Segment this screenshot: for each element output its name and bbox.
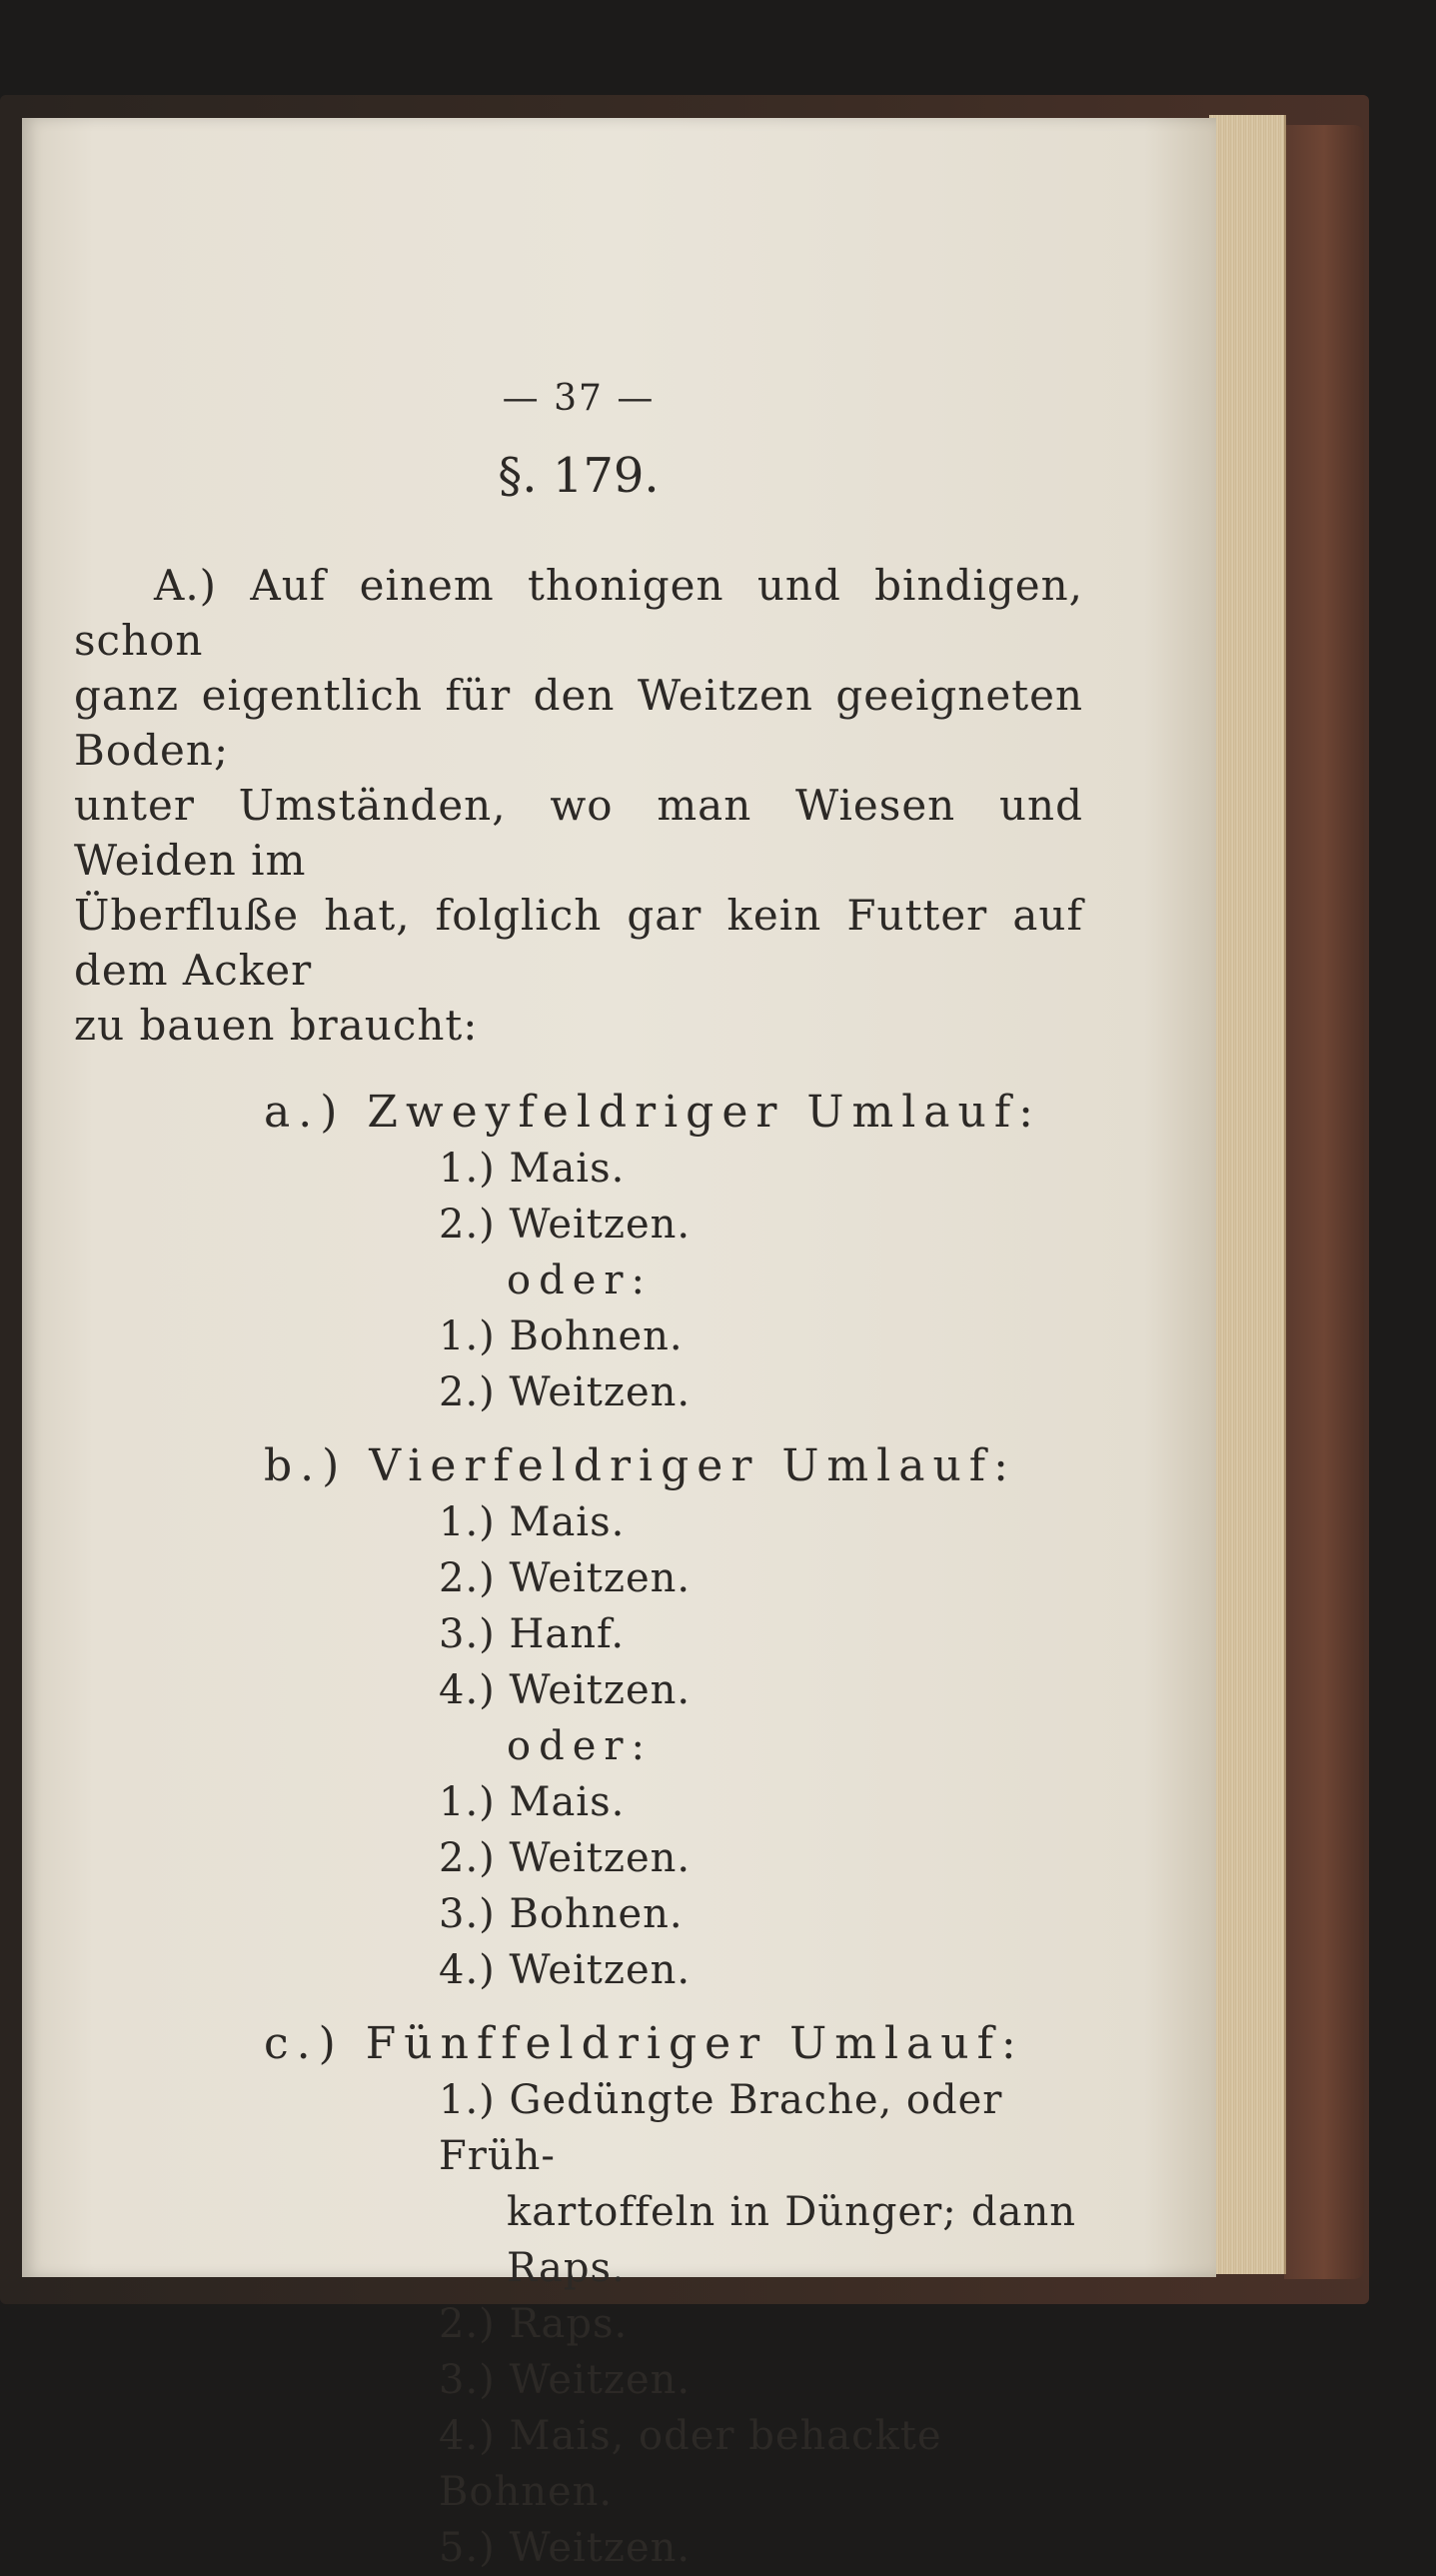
list-item: 1.) Gedüngte Brache, oder Früh- xyxy=(439,2077,1003,2179)
intro-line: zu bauen braucht: xyxy=(74,1001,479,1050)
intro-line: A.) Auf einem thonigen und bindigen, schon xyxy=(74,561,1083,665)
list-item: 3.) Weitzen. xyxy=(439,2357,692,2403)
list-item: 1.) Bohnen. xyxy=(439,1313,684,1359)
book-cover-edge xyxy=(1284,125,1364,2279)
list-item: 5.) Weitzen. xyxy=(439,2525,692,2571)
list-item: 4.) Mais, oder behackte Bohnen. xyxy=(439,2413,942,2515)
list-item: 2.) Weitzen. xyxy=(439,1202,692,1248)
list-item: 2.) Weitzen. xyxy=(439,1555,692,1601)
justified-line xyxy=(507,2184,1076,2240)
list-item: 3.) Hanf. xyxy=(439,1611,626,1657)
page-number: — 37 — xyxy=(502,378,656,419)
word: kartoffeln xyxy=(507,2189,717,2235)
list-item: 2.) Weitzen. xyxy=(439,1835,692,1881)
list-item: 1.) Mais. xyxy=(439,1499,626,1545)
word: Dünger; xyxy=(784,2189,957,2235)
intro-line: Überfluße hat, folglich gar kein Futter auf dem Acker xyxy=(74,891,1083,995)
oder-label: oder: xyxy=(507,1258,653,1303)
list-item: 4.) Weitzen. xyxy=(439,1667,692,1713)
list-item: 4.) Weitzen. xyxy=(439,1947,692,1993)
intro-line: ganz eigentlich für den Weitzen geeigneten Boden; xyxy=(74,671,1083,775)
list-item: 2.) Weitzen. xyxy=(439,1369,692,1415)
rotation-heading-c: c.) Fünffeldriger Umlauf: xyxy=(264,2018,1024,2069)
page-text xyxy=(74,258,1083,2576)
book-page xyxy=(22,118,1216,2571)
list-item: 2.) Raps. xyxy=(439,2301,629,2347)
oder-label: oder: xyxy=(507,1723,653,1769)
rotation-list-c xyxy=(439,2072,1083,2576)
rotation-heading-b: b.) Vierfeldriger Umlauf: xyxy=(264,1440,1016,1491)
rotation-list-b xyxy=(439,1494,1083,1998)
rotation-list-a xyxy=(439,1141,1083,1420)
rotation-heading-a: a.) Zweyfeldriger Umlauf: xyxy=(264,1087,1041,1138)
word: in xyxy=(729,2189,771,2235)
intro-paragraph xyxy=(74,558,1083,1053)
list-item-continuation xyxy=(507,2184,1083,2240)
intro-line: unter Umständen, wo man Wiesen und Weiden im xyxy=(74,781,1083,885)
list-item: 3.) Bohnen. xyxy=(439,1891,684,1937)
word: dann xyxy=(970,2189,1076,2235)
page-block-edges xyxy=(1209,115,1286,2274)
list-item: 1.) Mais. xyxy=(439,1779,626,1825)
list-item: 1.) Mais. xyxy=(439,1146,626,1192)
section-title: §. 179. xyxy=(498,448,660,504)
list-item-continuation: Raps. xyxy=(507,2245,626,2291)
